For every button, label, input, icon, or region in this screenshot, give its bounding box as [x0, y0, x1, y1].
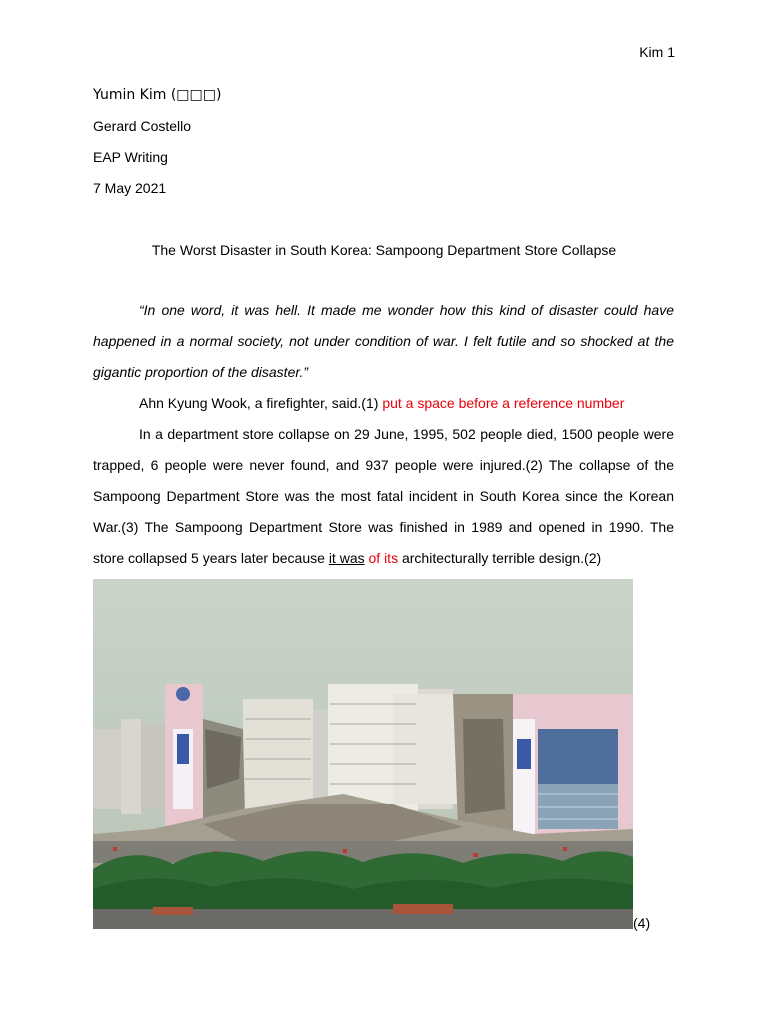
red-correction: of its [368, 550, 399, 566]
figure-reference: (4) [633, 915, 651, 931]
essay-title: The Worst Disaster in South Korea: Sampoong Department Store Collapse [151, 242, 617, 258]
review-comment: put a space before a reference number [382, 395, 625, 411]
paragraph-end: architecturally terrible design.(2) [398, 550, 602, 566]
quote-attribution [93, 388, 674, 419]
instructor-name: Gerard Costello [93, 118, 192, 134]
author-name: Yumin Kim (□□□) [93, 87, 222, 103]
paragraph-main: In a department store collapse on 29 June, 1995, 502 people died, 1500 people were trapped, 6 people were never found, and 937 people were injured.(2) The collapse of the Sampoong Department Store was the most fatal incident in South Korea since the Korean War.(3) The Sampoong Department Store was finished in 1989 and opened in 1990. The store collapsed 5 years later because [93, 426, 674, 566]
intro-paragraph [93, 419, 674, 574]
collapse-photo [93, 579, 633, 929]
course-name: EAP Writing [93, 149, 168, 165]
attribution-text: Ahn Kyung Wook, a firefighter, said.(1) [139, 395, 383, 411]
essay-body [93, 295, 674, 574]
underlined-phrase: it was [328, 550, 365, 566]
opening-quote: “In one word, it was hell. It made me wonder how this kind of disaster could have happened in a normal society, not under condition of war. I felt futile and so shocked at the gigantic proportion of the disaster.” [93, 302, 674, 380]
page-header: Kim 1 [639, 44, 675, 60]
essay-date: 7 May 2021 [93, 180, 167, 196]
